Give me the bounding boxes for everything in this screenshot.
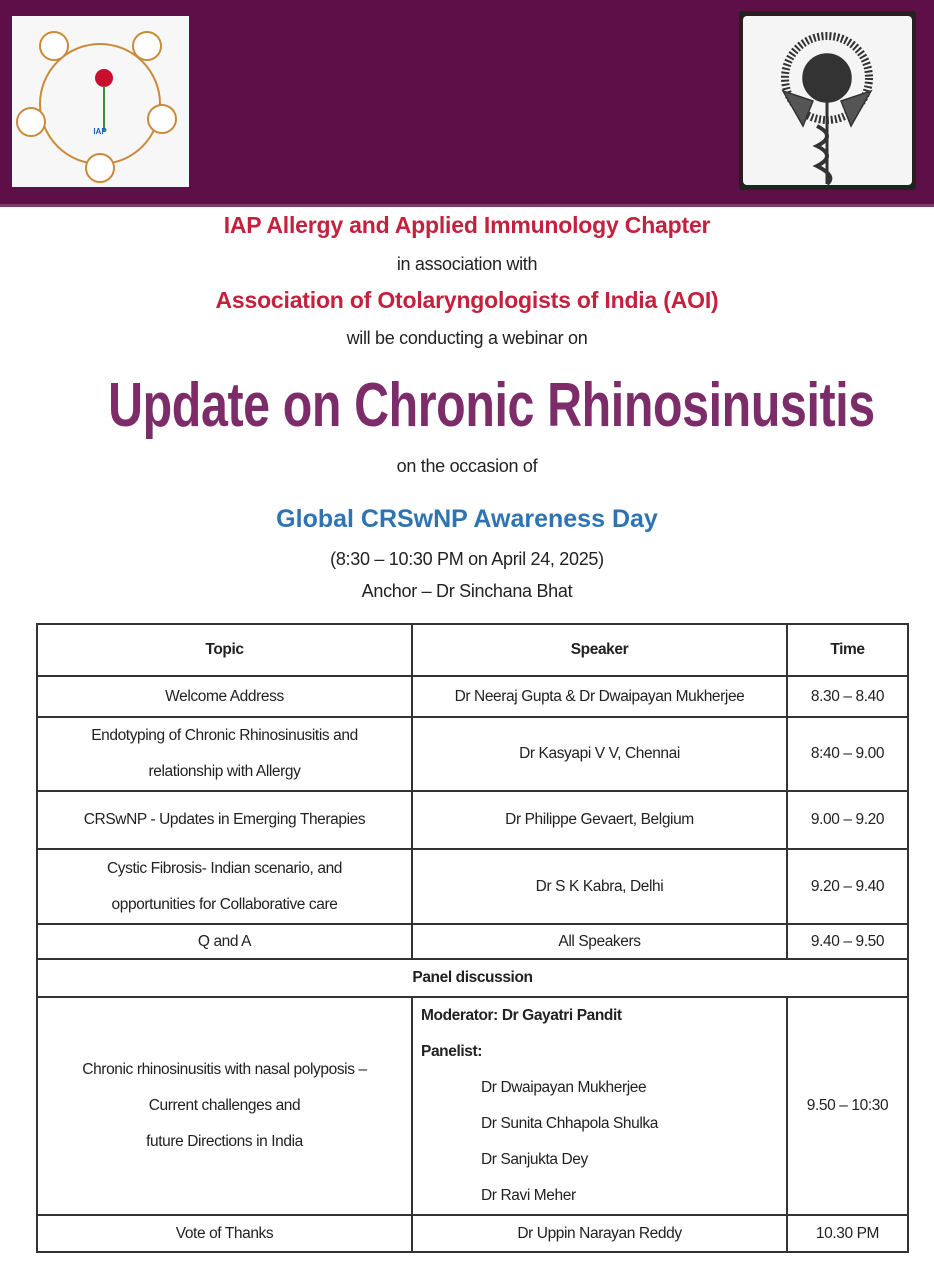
speaker-cell: Dr Uppin Narayan Reddy [412,1215,787,1252]
topic-line: Current challenges and [148,1097,301,1114]
speaker-cell: Dr Neeraj Gupta & Dr Dwaipayan Mukherjee [412,676,787,717]
anchor-text: Anchor – Dr Sinchana Bhat [361,581,573,601]
topic-cell [37,717,412,791]
panelist: Dr Ravi Meher [481,1187,576,1204]
panelist: Dr Sanjukta Dey [481,1151,588,1168]
table-row [37,676,908,717]
intro-text: will be conducting a webinar on [346,328,588,348]
panel-heading-row [37,959,908,997]
speaker-cell: All Speakers [412,924,787,959]
speaker-cell [412,997,787,1215]
topic-cell [37,849,412,924]
time-cell: 10.30 PM [787,1215,908,1252]
webinar-title: Update on Chronic Rhinosinusitis [108,371,875,440]
topic-cell: Welcome Address [37,676,412,717]
time-cell: 8:40 – 9.00 [787,717,908,791]
time-cell: 9.00 – 9.20 [787,791,908,849]
time-cell: 8.30 – 8.40 [787,676,908,717]
event-datetime: (8:30 – 10:30 PM on April 24, 2025) [330,549,604,569]
header-topic: Topic [37,624,412,676]
table-header-row [37,624,908,676]
table-row [37,849,908,924]
table-row [37,1215,908,1252]
schedule-table [36,623,909,1253]
panel-row [37,997,908,1215]
speaker-cell: Dr S K Kabra, Delhi [412,849,787,924]
occasion-text: on the occasion of [396,456,538,476]
topic-cell: CRSwNP - Updates in Emerging Therapies [37,791,412,849]
association-text: in association with [396,254,538,274]
aoi-logo [739,11,916,190]
topic-line: relationship with Allergy [148,763,301,780]
time-cell: 9.20 – 9.40 [787,849,908,924]
topic-line: Chronic rhinosinusitis with nasal polyposis – [82,1061,367,1078]
panel-heading: Panel discussion [37,959,908,997]
svg-text:IAP: IAP [93,127,107,136]
org-iap-chapter: IAP Allergy and Applied Immunology Chapter [223,212,711,238]
table-row [37,924,908,959]
moderator: Moderator: Dr Gayatri Pandit [421,1007,622,1024]
webinar-title-wrap [0,370,934,441]
org-aoi: Association of Otolaryngologists of India (AOI) [215,287,719,313]
event-name: Global CRSwNP Awareness Day [276,505,658,533]
topic-line: Cystic Fibrosis- Indian scenario, and [106,859,343,877]
panelist-label: Panelist: [421,1043,483,1060]
speaker-cell: Dr Philippe Gevaert, Belgium [412,791,787,849]
time-cell: 9.40 – 9.50 [787,924,908,959]
topic-line: future Directions in India [146,1133,303,1150]
topic-cell: Q and A [37,924,412,959]
topic-cell: Vote of Thanks [37,1215,412,1252]
header-speaker: Speaker [412,624,787,676]
speaker-cell: Dr Kasyapi V V, Chennai [412,717,787,791]
iap-allergy-chapter-logo [12,16,189,187]
topic-line: opportunities for Collaborative care [111,895,338,913]
table-row [37,791,908,849]
topic-line: Endotyping of Chronic Rhinosinusitis and [91,727,358,744]
table-row [37,717,908,791]
panelist: Dr Sunita Chhapola Shulka [481,1115,658,1132]
topic-cell [37,997,412,1215]
header-time: Time [787,624,908,676]
time-cell: 9.50 – 10:30 [787,997,908,1215]
panelist: Dr Dwaipayan Mukherjee [481,1079,647,1096]
